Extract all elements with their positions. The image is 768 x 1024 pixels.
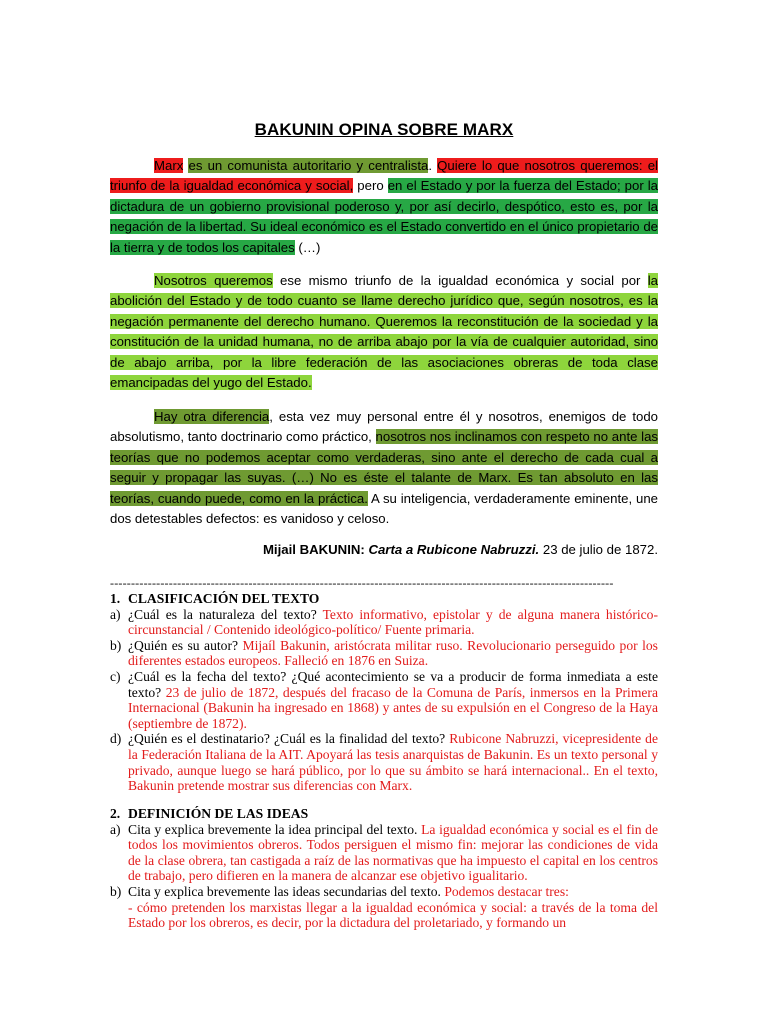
- section-number: 2.: [110, 806, 121, 821]
- highlighted-text: Hay otra diferencia: [154, 409, 270, 424]
- question-text: ¿Quién es su autor?: [128, 637, 243, 653]
- section-title: DEFINICIÓN DE LAS IDEAS: [128, 806, 309, 821]
- paragraph-3: [110, 407, 658, 529]
- paragraph-text: A su inteligencia, verdaderamente eminente, une dos detestables defectos: es vanidoso y celoso.: [110, 490, 658, 527]
- signature-date: 23 de julio de 1872.: [539, 542, 658, 557]
- answer-text: Texto informativo, epistolar y de alguna manera histórico-circunstancial / Contenido ideológico-político/ Fuente primaria.: [128, 606, 659, 638]
- paragraph-text: .: [428, 158, 438, 173]
- highlighted-text: Nosotros queremos: [154, 273, 273, 288]
- paragraph-text: (…): [294, 239, 321, 255]
- paragraph-2: [110, 271, 658, 393]
- question-text: Cita y explica brevemente la idea principal del texto.: [128, 821, 422, 837]
- item-label: a): [110, 821, 121, 837]
- section-definicion: [110, 806, 658, 931]
- answer-continuation: - cómo pretenden los marxistas llegar a la igualdad económica y social: a través de la toma del Estado por los obreros, es decir, por la dictadura del proletariado, y formando un: [128, 899, 658, 931]
- document-title: BAKUNIN OPINA SOBRE MARX: [254, 120, 514, 139]
- question-text: ¿Cuál es la naturaleza del texto?: [128, 606, 323, 622]
- question-text: Cita y explica brevemente las ideas secundarias del texto.: [128, 883, 445, 899]
- item-label: c): [110, 668, 121, 684]
- question-text: ¿Cuál es la fecha del texto? ¿Qué acontecimiento se va a producir de forma inmediata a este texto?: [128, 668, 658, 700]
- item-label: b): [110, 637, 122, 653]
- highlighted-text: la abolición del Estado y de todo cuanto se llame derecho jurídico que, según nosotros, es la negación permanente del derecho humano. Queremos la reconstitución de la sociedad y la constitución de la unidad humana, no de arriba abajo por la vía de cualquier autoridad, sino de abajo arriba, por la libre federación de las asociaciones obreras de toda clase emancipadas del yugo del Estado.: [110, 273, 658, 391]
- answer-text: La igualdad económica y social es el fin de todos los movimientos obreros. Todos persiguen el mismo fin: mejorar las condiciones de vida de la clase obrera, tan castigada a raíz de las normativas que ha impuesto el capital en los centros de trabajo, pero difieren en la manera de alcanzar ese objetivo igualitario.: [128, 821, 659, 884]
- separator-line: ------------------------------------------------------------------------------------------------------------------------: [110, 576, 614, 590]
- answer-text: 23 de julio de 1872, después del fracaso de la Comuna de París, inmersos en la Primera Internacional (Bakunin ha ingresado en 1868) y antes de su expulsión en el Congreso de la Haya (septiembre de 1872).: [128, 684, 658, 731]
- highlighted-text: Quiere lo que nosotros queremos: el triunfo de la igualdad económica y social,: [110, 158, 658, 194]
- answer-text: Mijaíl Bakunin, aristócrata militar ruso. Revolucionario perseguido por los diferentes estados europeos. Falleció en 1876 en Suiza.: [128, 637, 658, 669]
- item-label: a): [110, 606, 121, 622]
- item-label: d): [110, 731, 122, 747]
- paragraph-text: , esta vez muy personal entre él y nosotros, enemigos de todo absolutismo, tanto doctrinario como práctico,: [110, 409, 659, 445]
- highlighted-text: Marx: [154, 158, 184, 173]
- question-item: [110, 638, 658, 669]
- signature-author: Mijail BAKUNIN:: [262, 542, 365, 557]
- paragraph-text: pero: [353, 178, 388, 194]
- section-heading: [110, 591, 658, 607]
- highlighted-text: en el Estado y por la fuerza del Estado; por la dictadura de un gobierno provisional poderoso y, por así decirlo, despótico, esto es, por la negación de la libertad. Su ideal económico es el Estado convertido en el único propietario de la tierra y de todos los capitales: [110, 178, 658, 255]
- signature-line: [110, 542, 658, 557]
- answer-text: Podemos destacar tres:: [444, 883, 569, 899]
- section-heading: [110, 806, 658, 822]
- paragraph-text: ese mismo triunfo de la igualdad económica y social por: [272, 273, 648, 288]
- answer-text: Rubicone Nabruzzi, vicepresidente de la Federación Italiana de la AIT. Apoyará las tesis anarquistas de Bakunin. Es un texto personal y privado, aunque luego se hará público, por lo que su ámbito se hará internacional.. En el texto, Bakunin pretende mostrar sus diferencias con Marx.: [128, 731, 658, 794]
- signature-work: Carta a Rubicone Nabruzzi.: [368, 542, 540, 557]
- item-label: b): [110, 883, 122, 899]
- highlighted-text: es un comunista autoritario y centralista: [188, 158, 429, 173]
- paragraph-1: [110, 156, 658, 258]
- question-text: ¿Quién es el destinatario? ¿Cuál es la finalidad del texto?: [128, 731, 450, 747]
- question-item: [110, 607, 658, 638]
- question-item: [110, 669, 658, 731]
- question-item: [110, 884, 658, 931]
- section-title: CLASIFICACIÓN DEL TEXTO: [128, 591, 320, 606]
- section-number: 1.: [110, 591, 121, 606]
- question-item: [110, 822, 658, 884]
- highlighted-text: nosotros nos inclinamos con respeto no ante las teorías que no podemos aceptar como verdaderas, sino ante el derecho de cada cual a seguir y propagar las suyas. (…) No es éste el talante de Marx. Es tan absoluto en las teorías, cuando puede, como en la práctica.: [110, 429, 659, 506]
- question-item: [110, 731, 658, 793]
- section-clasificacion: [110, 591, 658, 794]
